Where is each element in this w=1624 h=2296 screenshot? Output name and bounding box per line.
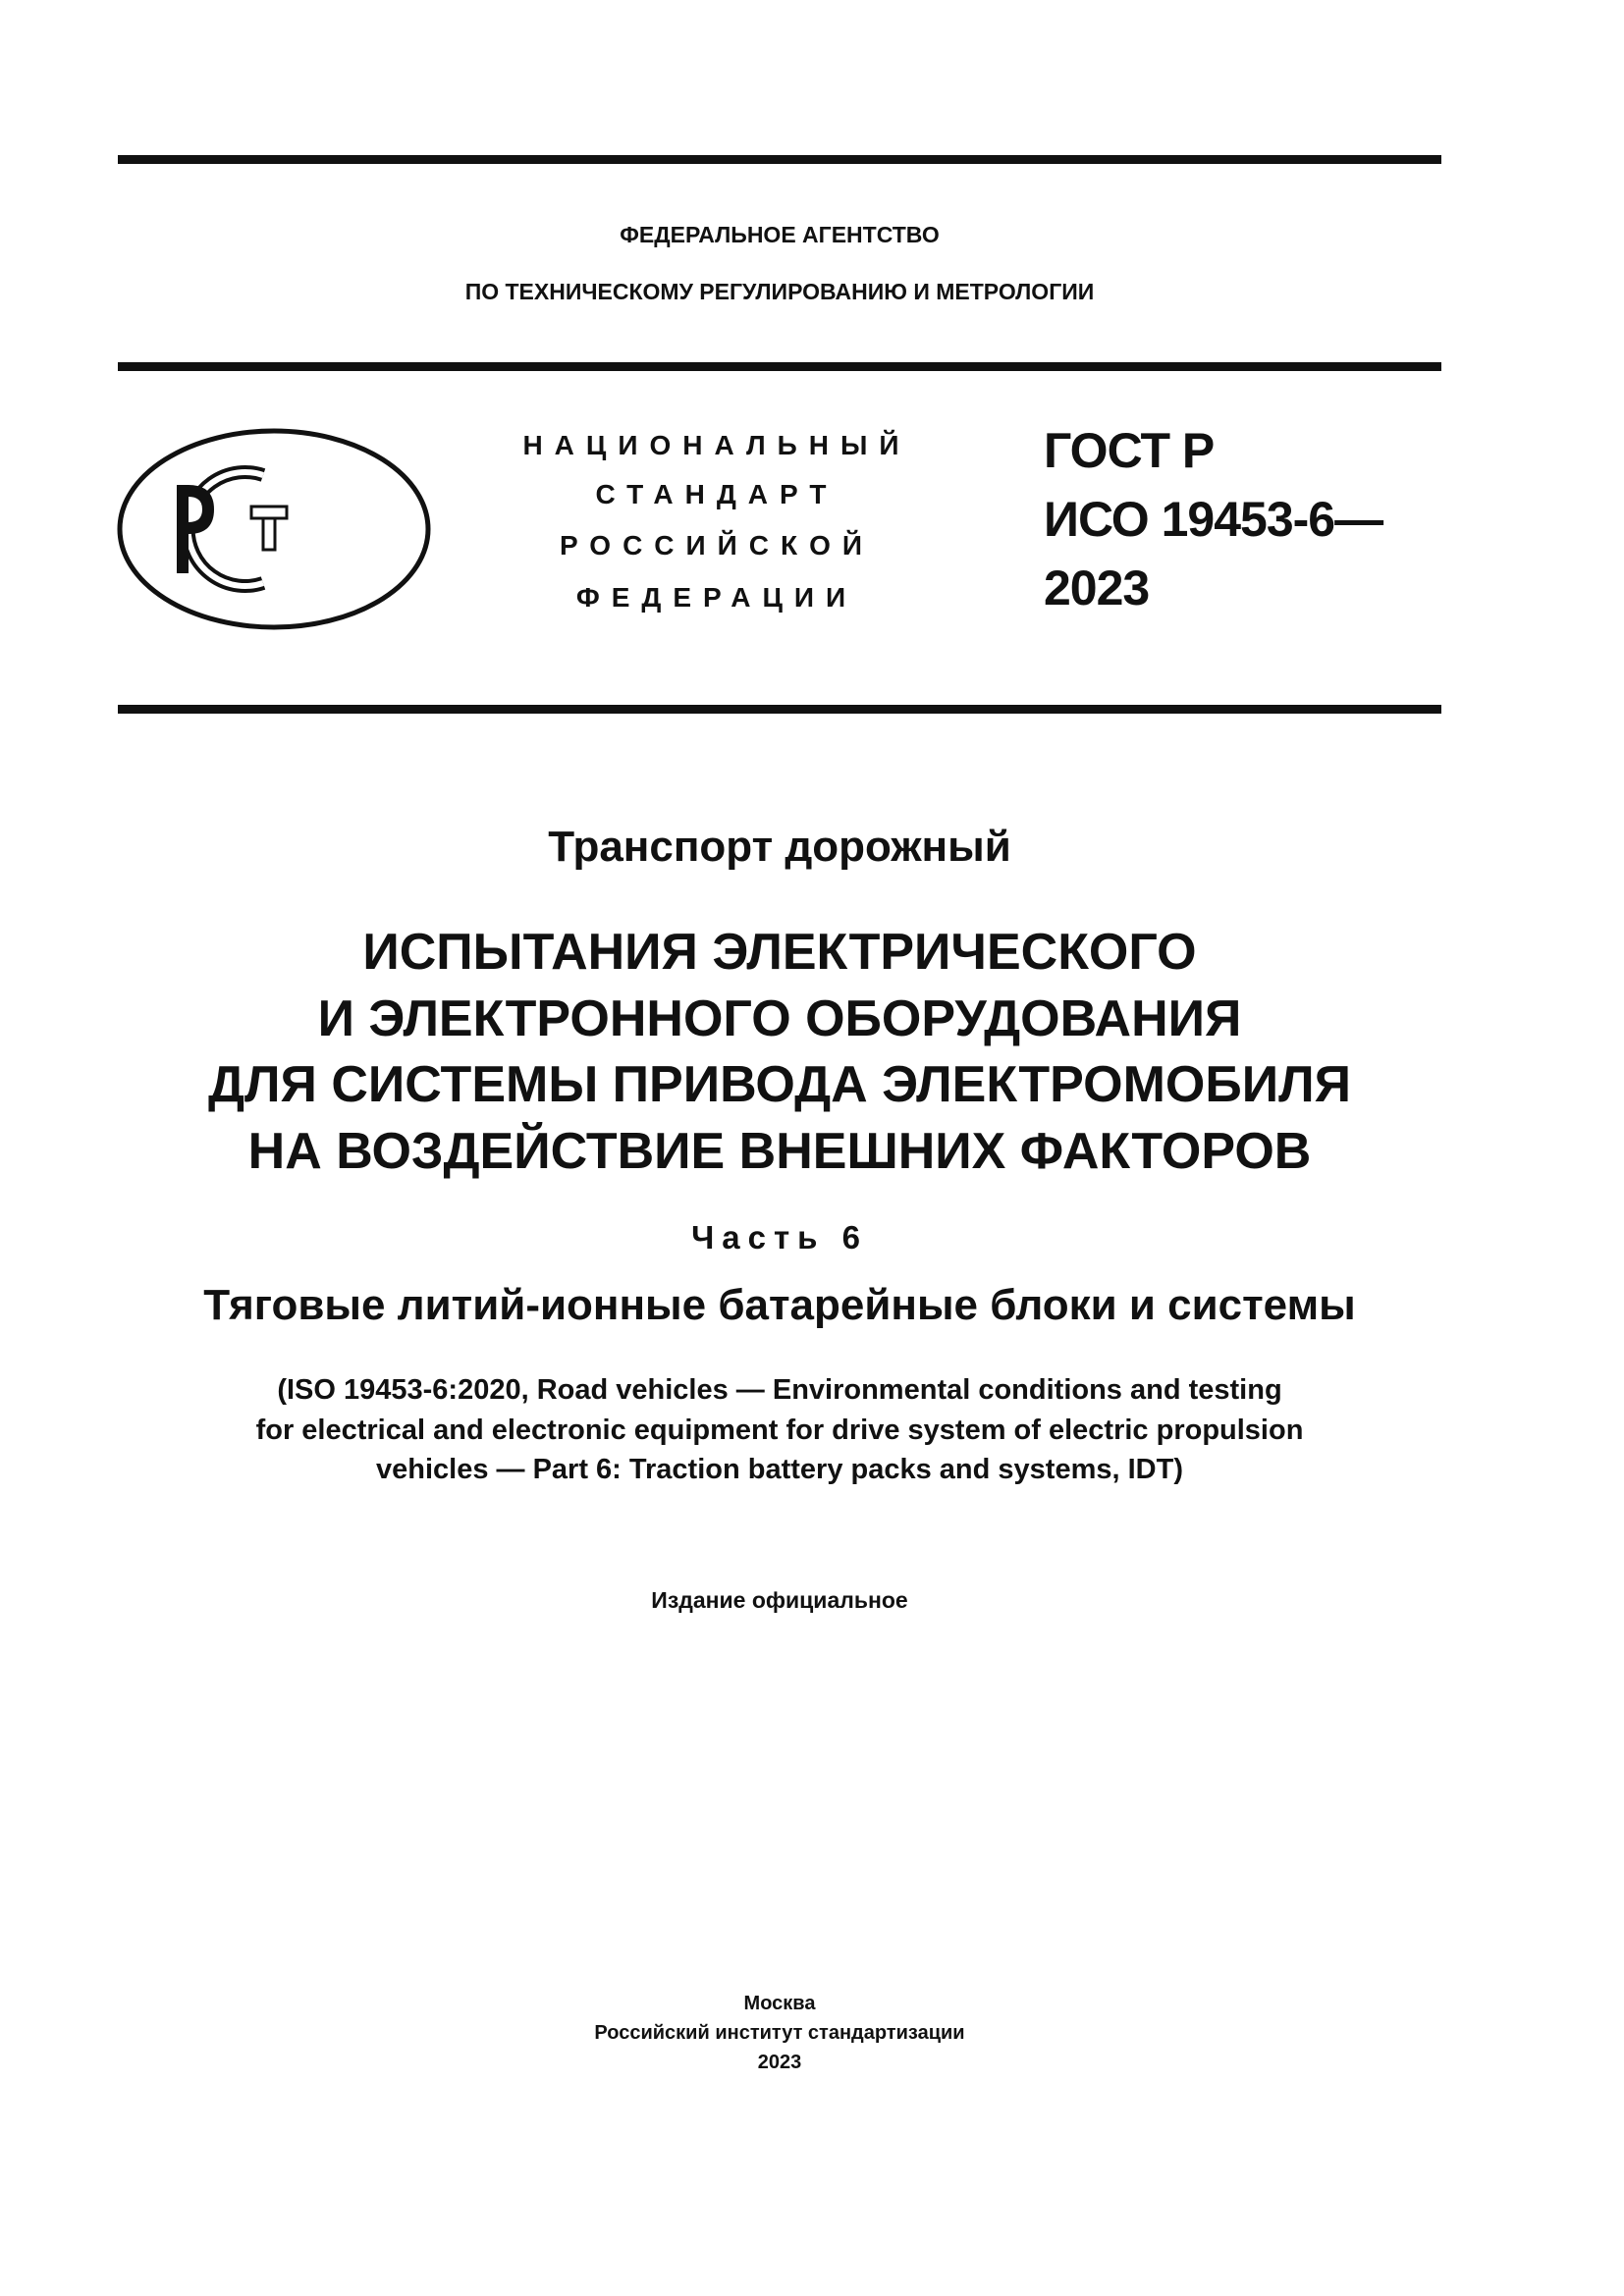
iso-reference-line-3: vehicles — Part 6: Traction battery packs and systems, IDT) (376, 1454, 1183, 1485)
title-line-1: ИСПЫТАНИЯ ЭЛЕКТРИЧЕСКОГО (362, 924, 1197, 981)
designation-line-2: ИСО 19453-6— (1044, 492, 1383, 547)
agency-line-2: ПО ТЕХНИЧЕСКОМУ РЕГУЛИРОВАНИЮ И МЕТРОЛОГИИ (464, 279, 1095, 304)
rst-logo (116, 426, 432, 632)
imprint-city: Москва (743, 1993, 816, 2014)
agency-line-1: ФЕДЕРАЛЬНОЕ АГЕНТСТВО (620, 222, 940, 247)
national-standard-line-2: СТАНДАРТ (595, 479, 839, 509)
title-line-3: ДЛЯ СИСТЕМЫ ПРИВОДА ЭЛЕКТРОМОБИЛЯ (208, 1056, 1351, 1113)
part-title: Тяговые литий-ионные батарейные блоки и системы (203, 1281, 1356, 1329)
edition: Издание официальное (651, 1587, 908, 1613)
national-standard-line-1: НАЦИОНАЛЬНЫЙ (522, 430, 911, 460)
title-line-4: НА ВОЗДЕЙСТВИЕ ВНЕШНИХ ФАКТОРОВ (247, 1123, 1312, 1180)
designation-line-1: ГОСТ Р (1044, 423, 1215, 478)
part-label: Часть 6 (691, 1219, 868, 1255)
iso-reference-line-2: for electrical and electronic equipment for drive system of electric propulsion (255, 1415, 1304, 1446)
national-standard-line-4: ФЕДЕРАЦИИ (575, 582, 858, 613)
imprint-publisher: Российский институт стандартизации (594, 2022, 965, 2044)
iso-reference-line-1: (ISO 19453-6:2020, Road vehicles — Environmental conditions and testing (277, 1374, 1282, 1406)
title-line-2: И ЭЛЕКТРОННОГО ОБОРУДОВАНИЯ (317, 990, 1242, 1047)
rule-3 (118, 705, 1441, 714)
national-standard-line-3: РОССИЙСКОЙ (560, 530, 874, 561)
subject: Транспорт дорожный (548, 823, 1011, 871)
designation-line-3: 2023 (1044, 561, 1150, 615)
top-rule (118, 155, 1441, 164)
imprint-year: 2023 (757, 2052, 802, 2073)
rule-2 (118, 362, 1441, 371)
